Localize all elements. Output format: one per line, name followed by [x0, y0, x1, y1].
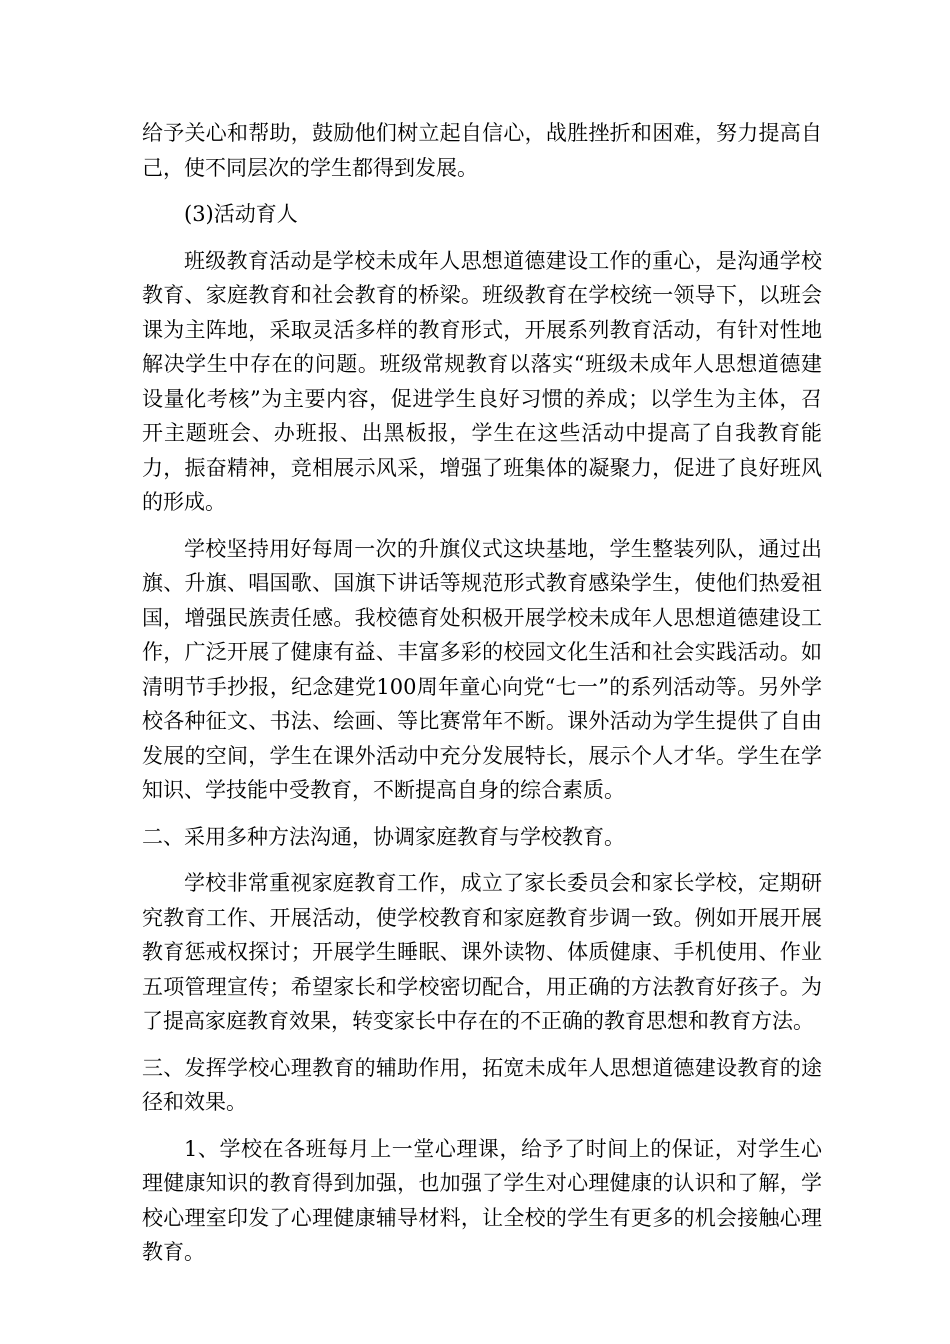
subsection-heading-activity-education: (3)活动育人	[184, 202, 298, 226]
document-page	[142, 116, 822, 1282]
section-heading-family-school: 二、采用多种方法沟通，协调家庭教育与学校教育。	[142, 824, 625, 849]
paragraph-flag-ceremony: 学校坚持用好每周一次的升旗仪式这块基地，学生整装列队，通过出旗、升旗、唱国歌、国旗下讲话等规范形式教育感染学生，使他们热爱祖国，增强民族责任感。我校德育处积极开展学校未成年人思想道德建设工作，广泛开展了健康有益、丰富多彩的校园文化生活和社会实践活动。如清明节手抄报，纪念建党100周年童心向党“七一”的系列活动等。另外学校各种征文、书法、绘画、等比赛常年不断。课外活动为学生提供了自由发展的空间，学生在课外活动中充分发展特长，展示个人才华。学生在学知识、学技能中受教育，不断提高自身的综合素质。	[142, 536, 822, 802]
paragraph-psychology-class: 1、学校在各班每月上一堂心理课，给予了时间上的保证，对学生心理健康知识的教育得到加强，也加强了学生对心理健康的认识和了解，学校心理室印发了心理健康辅导材料，让全校的学生有更多的机会接触心理教育。	[142, 1136, 822, 1264]
paragraph-continuation: 给予关心和帮助，鼓励他们树立起自信心，战胜挫折和困难，努力提高自己，使不同层次的学生都得到发展。	[142, 121, 822, 180]
section-heading-psychology: 三、发挥学校心理教育的辅助作用，拓宽未成年人思想道德建设教育的途径和效果。	[142, 1055, 822, 1114]
paragraph-class-education: 班级教育活动是学校未成年人思想道德建设工作的重心，是沟通学校教育、家庭教育和社会教育的桥梁。班级教育在学校统一领导下，以班会课为主阵地，采取灵活多样的教育形式，开展系列教育活动，有针对性地解决学生中存在的问题。班级常规教育以落实“班级未成年人思想道德建设量化考核”为主要内容，促进学生良好习惯的养成；以学生为主体，召开主题班会、办班报、出黑板报，学生在这些活动中提高了自我教育能力，振奋精神，竞相展示风采，增强了班集体的凝聚力，促进了良好班风的形成。	[142, 248, 822, 514]
paragraph-family-education: 学校非常重视家庭教育工作，成立了家长委员会和家长学校，定期研究教育工作、开展活动，使学校教育和家庭教育步调一致。例如开展开展教育惩戒权探讨；开展学生睡眠、课外读物、体质健康、手机使用、作业五项管理宣传；希望家长和学校密切配合，用正确的方法教育好孩子。为了提高家庭教育效果，转变家长中存在的不正确的教育思想和教育方法。	[142, 871, 822, 1033]
